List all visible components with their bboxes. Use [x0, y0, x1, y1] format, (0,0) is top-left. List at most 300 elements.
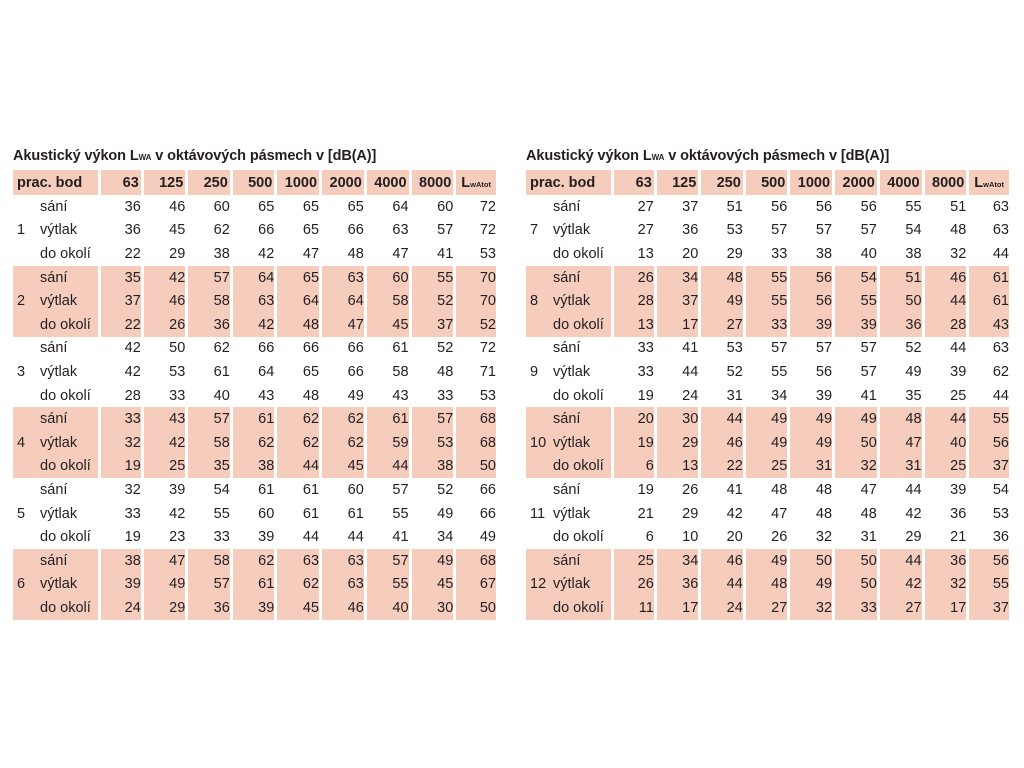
- sound-power-table: [523, 170, 1012, 620]
- value-cell: 36: [682, 222, 699, 239]
- table-row: [526, 266, 1009, 290]
- value-cell: 45: [169, 222, 186, 239]
- value-cell: 20: [614, 407, 653, 431]
- value-cell: 57: [771, 340, 788, 357]
- value-cell: 45: [367, 313, 409, 337]
- value-cell: 34: [771, 387, 788, 404]
- total-cell: 70: [456, 289, 496, 313]
- value-cell: 33: [169, 387, 186, 404]
- row-label-cell: [13, 360, 98, 384]
- value-cell: 47: [860, 481, 877, 498]
- measurement-type: výtlak: [553, 363, 591, 380]
- table-row: [526, 337, 1009, 361]
- value-cell: 38: [101, 549, 140, 573]
- total-cell: 53: [479, 245, 496, 262]
- value-cell: 50: [169, 340, 186, 357]
- value-cell: 64: [277, 289, 319, 313]
- value-cell: 65: [258, 198, 275, 215]
- value-cell: 52: [726, 363, 743, 380]
- table-row: [526, 525, 1009, 549]
- measurement-type: do okolí: [40, 387, 91, 404]
- value-cell: 46: [925, 266, 967, 290]
- row-label-cell: [526, 455, 611, 479]
- total-cell: 68: [456, 549, 496, 573]
- value-cell: 63: [322, 573, 364, 597]
- value-cell: 47: [144, 549, 186, 573]
- value-cell: 33: [101, 407, 140, 431]
- header-total-subscript: wAtot: [470, 179, 491, 189]
- header-frequency: 500: [233, 170, 275, 195]
- value-cell: 54: [835, 266, 877, 290]
- row-label-cell: [526, 195, 611, 219]
- value-cell: 36: [124, 198, 141, 215]
- total-cell: 44: [992, 245, 1009, 262]
- total-cell: 71: [479, 363, 496, 380]
- value-cell: 20: [682, 245, 699, 262]
- value-cell: 63: [322, 266, 364, 290]
- row-label-cell: [13, 407, 98, 431]
- value-cell: 37: [657, 289, 699, 313]
- value-cell: 45: [322, 455, 364, 479]
- measurement-type: sání: [553, 340, 581, 357]
- value-cell: 55: [746, 266, 788, 290]
- measurement-type: sání: [553, 198, 581, 215]
- value-cell: 45: [277, 596, 319, 620]
- total-cell: 68: [456, 407, 496, 431]
- row-label-cell: [526, 549, 611, 573]
- value-cell: 60: [258, 505, 275, 522]
- value-cell: 47: [302, 245, 320, 262]
- measurement-type: sání: [553, 410, 581, 427]
- operating-point-number: 2: [17, 292, 26, 309]
- value-cell: 66: [258, 222, 275, 239]
- total-cell: 50: [456, 596, 496, 620]
- value-cell: 49: [437, 505, 454, 522]
- value-cell: 39: [790, 313, 832, 337]
- row-label-cell: [526, 502, 611, 526]
- value-cell: 48: [815, 481, 833, 498]
- value-cell: 57: [188, 266, 230, 290]
- measurement-type: sání: [40, 269, 68, 286]
- header-total-main: L: [974, 174, 984, 191]
- value-cell: 39: [258, 529, 275, 546]
- measurement-type: výtlak: [40, 576, 78, 593]
- value-cell: 41: [860, 387, 877, 404]
- value-cell: 61: [347, 505, 364, 522]
- total-cell: 72: [479, 198, 496, 215]
- value-cell: 41: [392, 529, 409, 546]
- value-cell: 62: [277, 573, 319, 597]
- header-row: [13, 170, 496, 195]
- value-cell: 40: [860, 245, 877, 262]
- table-row: [526, 313, 1009, 337]
- table-row: [526, 596, 1009, 620]
- title-subscript: WA: [138, 153, 152, 162]
- measurement-type: do okolí: [40, 458, 91, 475]
- title-text: Akustický výkon L: [13, 148, 139, 164]
- value-cell: 58: [188, 431, 230, 455]
- value-cell: 10: [682, 529, 699, 546]
- value-cell: 38: [905, 245, 922, 262]
- table-title: [526, 148, 1012, 170]
- value-cell: 57: [392, 481, 409, 498]
- value-cell: 29: [144, 596, 186, 620]
- value-cell: 44: [302, 529, 320, 546]
- value-cell: 47: [880, 431, 922, 455]
- total-cell: 37: [969, 455, 1009, 479]
- value-cell: 19: [124, 529, 141, 546]
- value-cell: 57: [188, 573, 230, 597]
- value-cell: 57: [771, 222, 788, 239]
- value-cell: 61: [302, 505, 320, 522]
- value-cell: 44: [950, 340, 967, 357]
- value-cell: 22: [701, 455, 743, 479]
- value-cell: 51: [950, 198, 967, 215]
- value-cell: 55: [905, 198, 922, 215]
- value-cell: 58: [188, 289, 230, 313]
- value-cell: 58: [188, 549, 230, 573]
- value-cell: 32: [101, 431, 140, 455]
- value-cell: 42: [880, 573, 922, 597]
- measurement-type: do okolí: [40, 528, 91, 545]
- value-cell: 33: [771, 245, 788, 262]
- value-cell: 56: [815, 363, 833, 380]
- value-cell: 35: [905, 387, 922, 404]
- value-cell: 53: [726, 222, 743, 239]
- value-cell: 17: [657, 313, 699, 337]
- row-label-cell: [526, 360, 611, 384]
- total-cell: 54: [992, 481, 1009, 498]
- value-cell: 44: [880, 549, 922, 573]
- row-label-cell: [13, 502, 98, 526]
- row-label-cell: [13, 573, 98, 597]
- measurement-type: výtlak: [553, 222, 591, 239]
- value-cell: 39: [815, 387, 833, 404]
- total-cell: 62: [992, 363, 1009, 380]
- acoustic-table-left: [13, 148, 499, 620]
- value-cell: 48: [746, 573, 788, 597]
- total-cell: 63: [992, 340, 1009, 357]
- value-cell: 64: [233, 266, 275, 290]
- value-cell: 41: [682, 340, 699, 357]
- value-cell: 42: [144, 266, 186, 290]
- value-cell: 44: [682, 363, 699, 380]
- measurement-type: sání: [40, 481, 68, 498]
- acoustic-table-right: [526, 148, 1012, 620]
- measurement-type: výtlak: [553, 505, 591, 522]
- row-label-cell: [526, 573, 611, 597]
- header-frequency: 63: [614, 170, 653, 195]
- value-cell: 61: [233, 407, 275, 431]
- value-cell: 11: [614, 596, 653, 620]
- total-cell: 44: [992, 387, 1009, 404]
- value-cell: 33: [213, 529, 230, 546]
- measurement-type: výtlak: [553, 576, 591, 593]
- row-label-cell: [526, 596, 611, 620]
- value-cell: 66: [302, 340, 320, 357]
- value-cell: 39: [101, 573, 140, 597]
- value-cell: 52: [905, 340, 922, 357]
- value-cell: 51: [880, 266, 922, 290]
- header-frequency: 250: [701, 170, 743, 195]
- total-cell: 63: [992, 198, 1009, 215]
- table-row: [526, 195, 1009, 219]
- value-cell: 58: [392, 363, 409, 380]
- table-row: [13, 431, 496, 455]
- value-cell: 37: [682, 198, 699, 215]
- header-frequency: 500: [746, 170, 788, 195]
- operating-point-number: 5: [17, 505, 26, 522]
- value-cell: 52: [437, 481, 454, 498]
- measurement-type: výtlak: [553, 434, 591, 451]
- total-cell: 36: [992, 529, 1009, 546]
- value-cell: 44: [701, 407, 743, 431]
- row-label-cell: [13, 219, 98, 243]
- value-cell: 64: [322, 289, 364, 313]
- table-row: [13, 455, 496, 479]
- operating-point-number: 12: [530, 576, 547, 593]
- title-text-rest: v oktávových pásmech v [dB(A)]: [664, 148, 890, 164]
- measurement-type: sání: [40, 410, 68, 427]
- header-frequency: 8000: [412, 170, 454, 195]
- value-cell: 63: [322, 549, 364, 573]
- value-cell: 39: [950, 363, 967, 380]
- value-cell: 33: [835, 596, 877, 620]
- value-cell: 33: [746, 313, 788, 337]
- value-cell: 13: [637, 245, 654, 262]
- value-cell: 57: [412, 407, 454, 431]
- row-label-cell: [13, 384, 98, 408]
- total-cell: 52: [456, 313, 496, 337]
- value-cell: 27: [746, 596, 788, 620]
- measurement-type: sání: [553, 552, 581, 569]
- total-cell: 55: [969, 407, 1009, 431]
- value-cell: 49: [790, 573, 832, 597]
- value-cell: 57: [860, 363, 877, 380]
- operating-point-number: 10: [530, 434, 547, 451]
- value-cell: 48: [771, 481, 788, 498]
- measurement-type: do okolí: [553, 599, 604, 616]
- value-cell: 51: [726, 198, 743, 215]
- total-cell: 49: [479, 529, 496, 546]
- value-cell: 22: [101, 313, 140, 337]
- value-cell: 49: [905, 363, 922, 380]
- value-cell: 48: [302, 387, 320, 404]
- value-cell: 38: [233, 455, 275, 479]
- value-cell: 36: [950, 505, 967, 522]
- value-cell: 27: [637, 198, 654, 215]
- value-cell: 26: [144, 313, 186, 337]
- value-cell: 56: [860, 198, 877, 215]
- header-total: [456, 170, 496, 195]
- value-cell: 61: [233, 573, 275, 597]
- value-cell: 53: [169, 363, 186, 380]
- value-cell: 65: [302, 222, 320, 239]
- row-label-cell: [526, 219, 611, 243]
- value-cell: 21: [637, 505, 654, 522]
- table-row: [13, 384, 496, 408]
- value-cell: 62: [213, 340, 230, 357]
- value-cell: 46: [169, 198, 186, 215]
- operating-point-number: 8: [530, 292, 539, 309]
- total-cell: 70: [456, 266, 496, 290]
- value-cell: 29: [682, 505, 699, 522]
- value-cell: 37: [101, 289, 140, 313]
- value-cell: 27: [701, 313, 743, 337]
- value-cell: 40: [367, 596, 409, 620]
- value-cell: 42: [726, 505, 743, 522]
- value-cell: 28: [925, 313, 967, 337]
- row-label-cell: [13, 596, 98, 620]
- row-label-cell: [13, 266, 98, 290]
- measurement-type: sání: [40, 340, 68, 357]
- measurement-type: výtlak: [40, 363, 78, 380]
- value-cell: 62: [233, 431, 275, 455]
- total-cell: 66: [479, 505, 496, 522]
- value-cell: 57: [815, 340, 833, 357]
- header-total: [969, 170, 1009, 195]
- total-cell: 72: [479, 222, 496, 239]
- value-cell: 65: [302, 363, 320, 380]
- measurement-type: sání: [553, 481, 581, 498]
- header-frequency: 4000: [880, 170, 922, 195]
- table-row: [13, 266, 496, 290]
- value-cell: 60: [437, 198, 454, 215]
- value-cell: 60: [367, 266, 409, 290]
- value-cell: 44: [925, 289, 967, 313]
- value-cell: 26: [682, 481, 699, 498]
- measurement-type: do okolí: [553, 387, 604, 404]
- value-cell: 56: [771, 198, 788, 215]
- value-cell: 66: [347, 363, 364, 380]
- value-cell: 62: [277, 407, 319, 431]
- value-cell: 36: [188, 313, 230, 337]
- value-cell: 38: [412, 455, 454, 479]
- value-cell: 48: [437, 363, 454, 380]
- operating-point-number: 3: [17, 363, 26, 380]
- value-cell: 46: [701, 549, 743, 573]
- total-cell: 53: [479, 387, 496, 404]
- value-cell: 57: [860, 340, 877, 357]
- header-frequency: 8000: [925, 170, 967, 195]
- header-operating-point: prac. bod: [13, 170, 98, 195]
- value-cell: 49: [144, 573, 186, 597]
- value-cell: 56: [790, 289, 832, 313]
- value-cell: 62: [233, 549, 275, 573]
- row-label-cell: [13, 337, 98, 361]
- row-label-cell: [13, 455, 98, 479]
- value-cell: 57: [860, 222, 877, 239]
- value-cell: 32: [815, 529, 833, 546]
- value-cell: 55: [412, 266, 454, 290]
- total-cell: 37: [969, 596, 1009, 620]
- table-row: [526, 219, 1009, 243]
- value-cell: 39: [233, 596, 275, 620]
- sound-power-table: [10, 170, 499, 620]
- row-label-cell: [13, 289, 98, 313]
- value-cell: 32: [925, 573, 967, 597]
- value-cell: 57: [437, 222, 454, 239]
- row-label-cell: [526, 407, 611, 431]
- value-cell: 49: [412, 549, 454, 573]
- value-cell: 65: [347, 198, 364, 215]
- row-label-cell: [526, 313, 611, 337]
- value-cell: 39: [950, 481, 967, 498]
- total-cell: 50: [456, 455, 496, 479]
- header-frequency: 2000: [322, 170, 364, 195]
- value-cell: 55: [771, 363, 788, 380]
- value-cell: 30: [657, 407, 699, 431]
- operating-point-number: 4: [17, 434, 26, 451]
- value-cell: 52: [437, 340, 454, 357]
- value-cell: 62: [322, 431, 364, 455]
- table-row: [526, 242, 1009, 266]
- value-cell: 13: [657, 455, 699, 479]
- row-label-cell: [13, 549, 98, 573]
- value-cell: 55: [392, 505, 409, 522]
- table-row: [526, 431, 1009, 455]
- total-cell: 66: [479, 481, 496, 498]
- total-cell: 43: [969, 313, 1009, 337]
- table-title: [13, 148, 499, 170]
- row-label-cell: [526, 431, 611, 455]
- value-cell: 42: [169, 505, 186, 522]
- value-cell: 49: [746, 549, 788, 573]
- value-cell: 44: [347, 529, 364, 546]
- value-cell: 57: [367, 549, 409, 573]
- value-cell: 49: [790, 407, 832, 431]
- operating-point-number: 1: [17, 222, 26, 239]
- value-cell: 49: [347, 387, 364, 404]
- value-cell: 55: [835, 289, 877, 313]
- value-cell: 33: [124, 505, 141, 522]
- value-cell: 64: [258, 363, 275, 380]
- value-cell: 61: [213, 363, 230, 380]
- row-label-cell: [526, 242, 611, 266]
- value-cell: 38: [815, 245, 833, 262]
- value-cell: 64: [392, 198, 409, 215]
- total-cell: 56: [969, 549, 1009, 573]
- row-label-cell: [13, 431, 98, 455]
- table-row: [13, 242, 496, 266]
- value-cell: 24: [682, 387, 699, 404]
- value-cell: 22: [124, 245, 141, 262]
- value-cell: 17: [657, 596, 699, 620]
- value-cell: 62: [322, 407, 364, 431]
- header-total-main: L: [461, 174, 471, 191]
- value-cell: 60: [213, 198, 230, 215]
- total-cell: 72: [479, 340, 496, 357]
- value-cell: 65: [302, 198, 320, 215]
- table-row: [526, 573, 1009, 597]
- value-cell: 49: [835, 407, 877, 431]
- total-cell: 67: [456, 573, 496, 597]
- table-row: [13, 549, 496, 573]
- value-cell: 53: [412, 431, 454, 455]
- value-cell: 26: [771, 529, 788, 546]
- row-label-cell: [13, 525, 98, 549]
- measurement-type: výtlak: [40, 505, 78, 522]
- total-cell: 53: [992, 505, 1009, 522]
- value-cell: 23: [169, 529, 186, 546]
- value-cell: 19: [637, 481, 654, 498]
- header-frequency: 125: [144, 170, 186, 195]
- value-cell: 55: [213, 505, 230, 522]
- value-cell: 39: [169, 481, 186, 498]
- table-row: [526, 360, 1009, 384]
- value-cell: 31: [860, 529, 877, 546]
- row-label-cell: [13, 195, 98, 219]
